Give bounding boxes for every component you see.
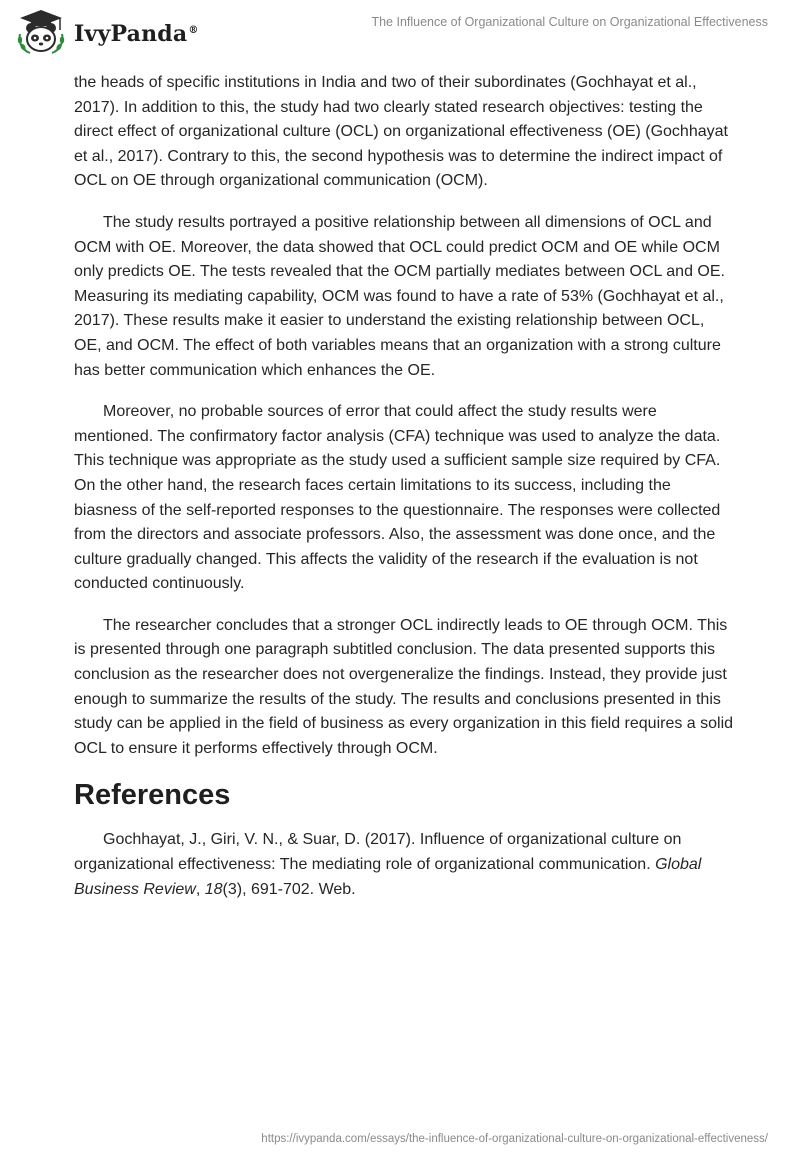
paragraph-continued: the heads of specific institutions in India and two of their subordinates (Gochhayat et al., 2017). In addition to this, the study had two clearly stated research objectives: testing the direct effect of organizational culture (OCL) on organizational effectiveness (OE) (Gochhayat et al., 2017). Contrary to this, the second hypothesis was to determine the indirect impact of OCL on OE through organizational communication (OCM). (74, 74, 728, 190)
paragraph: The study results portrayed a positive relationship between all dimensions of OCL and OCM with OE. Moreover, the data showed that OCL could predict OCM and OE while OCM only predicts OE. The tests revealed that the OCM partially mediates between OCL and OE. Measuring its mediating capability, OCM was found to have a rate of 53% (Gochhayat et al., 2017). These results make it easier to understand the existing relationship between OCL, OE, and OCM. The effect of both variables means that an organization with a strong culture has better communication which enhances the OE. (74, 213, 725, 379)
brand-name: IvyPanda® (74, 21, 199, 47)
paragraph: The researcher concludes that a stronger OCL indirectly leads to OE through OCM. This is presented through one paragraph subtitled conclusion. The data presented supports this conclusion as the researcher does not overgeneralize the findings. Instead, they provide just enough to summarize the results of the study. The results and conclusions presented in this study can be applied in the field of business as every organization in this field requires a solid OCL to ensure it performs effectively through OCM. (74, 616, 734, 757)
registered-mark: ® (188, 24, 199, 36)
reference-volume: 18 (204, 880, 223, 898)
essay-body (74, 71, 734, 902)
reference-journal: Global Business Review (74, 856, 702, 898)
page-header (0, 0, 800, 60)
reference-issue-pages: (3), 691-702. Web. (222, 880, 356, 898)
reference-entry (74, 828, 734, 902)
panda-graduate-icon (14, 8, 68, 56)
reference-authors-title: Gochhayat, J., Giri, V. N., & Suar, D. (2017). Influence of organizational culture on organizational effectiveness: The mediating role of organizational communication. (74, 831, 682, 874)
reference-separator: , (195, 880, 205, 898)
brand-logo[interactable] (14, 8, 199, 56)
document-title: The Influence of Organizational Culture on Organizational Effectiveness (371, 15, 768, 29)
references-heading: References (74, 779, 231, 812)
paragraph: Moreover, no probable sources of error that could affect the study results were mentioned. The confirmatory factor analysis (CFA) technique was used to analyze the data. This technique was appropriate as the study used a sufficient sample size required by CFA. On the other hand, the research faces certain limitations to its success, including the biasness of the self-reported responses to the questionnaire. The responses were collected from the directors and associate professors. Also, the assessment was done once, and the culture gradually changed. This affects the validity of the research if the evaluation is not conducted continuously. (74, 403, 721, 593)
source-url-link[interactable]: https://ivypanda.com/essays/the-influence-of-organizational-culture-on-organizational-effectiveness/ (261, 1133, 768, 1145)
